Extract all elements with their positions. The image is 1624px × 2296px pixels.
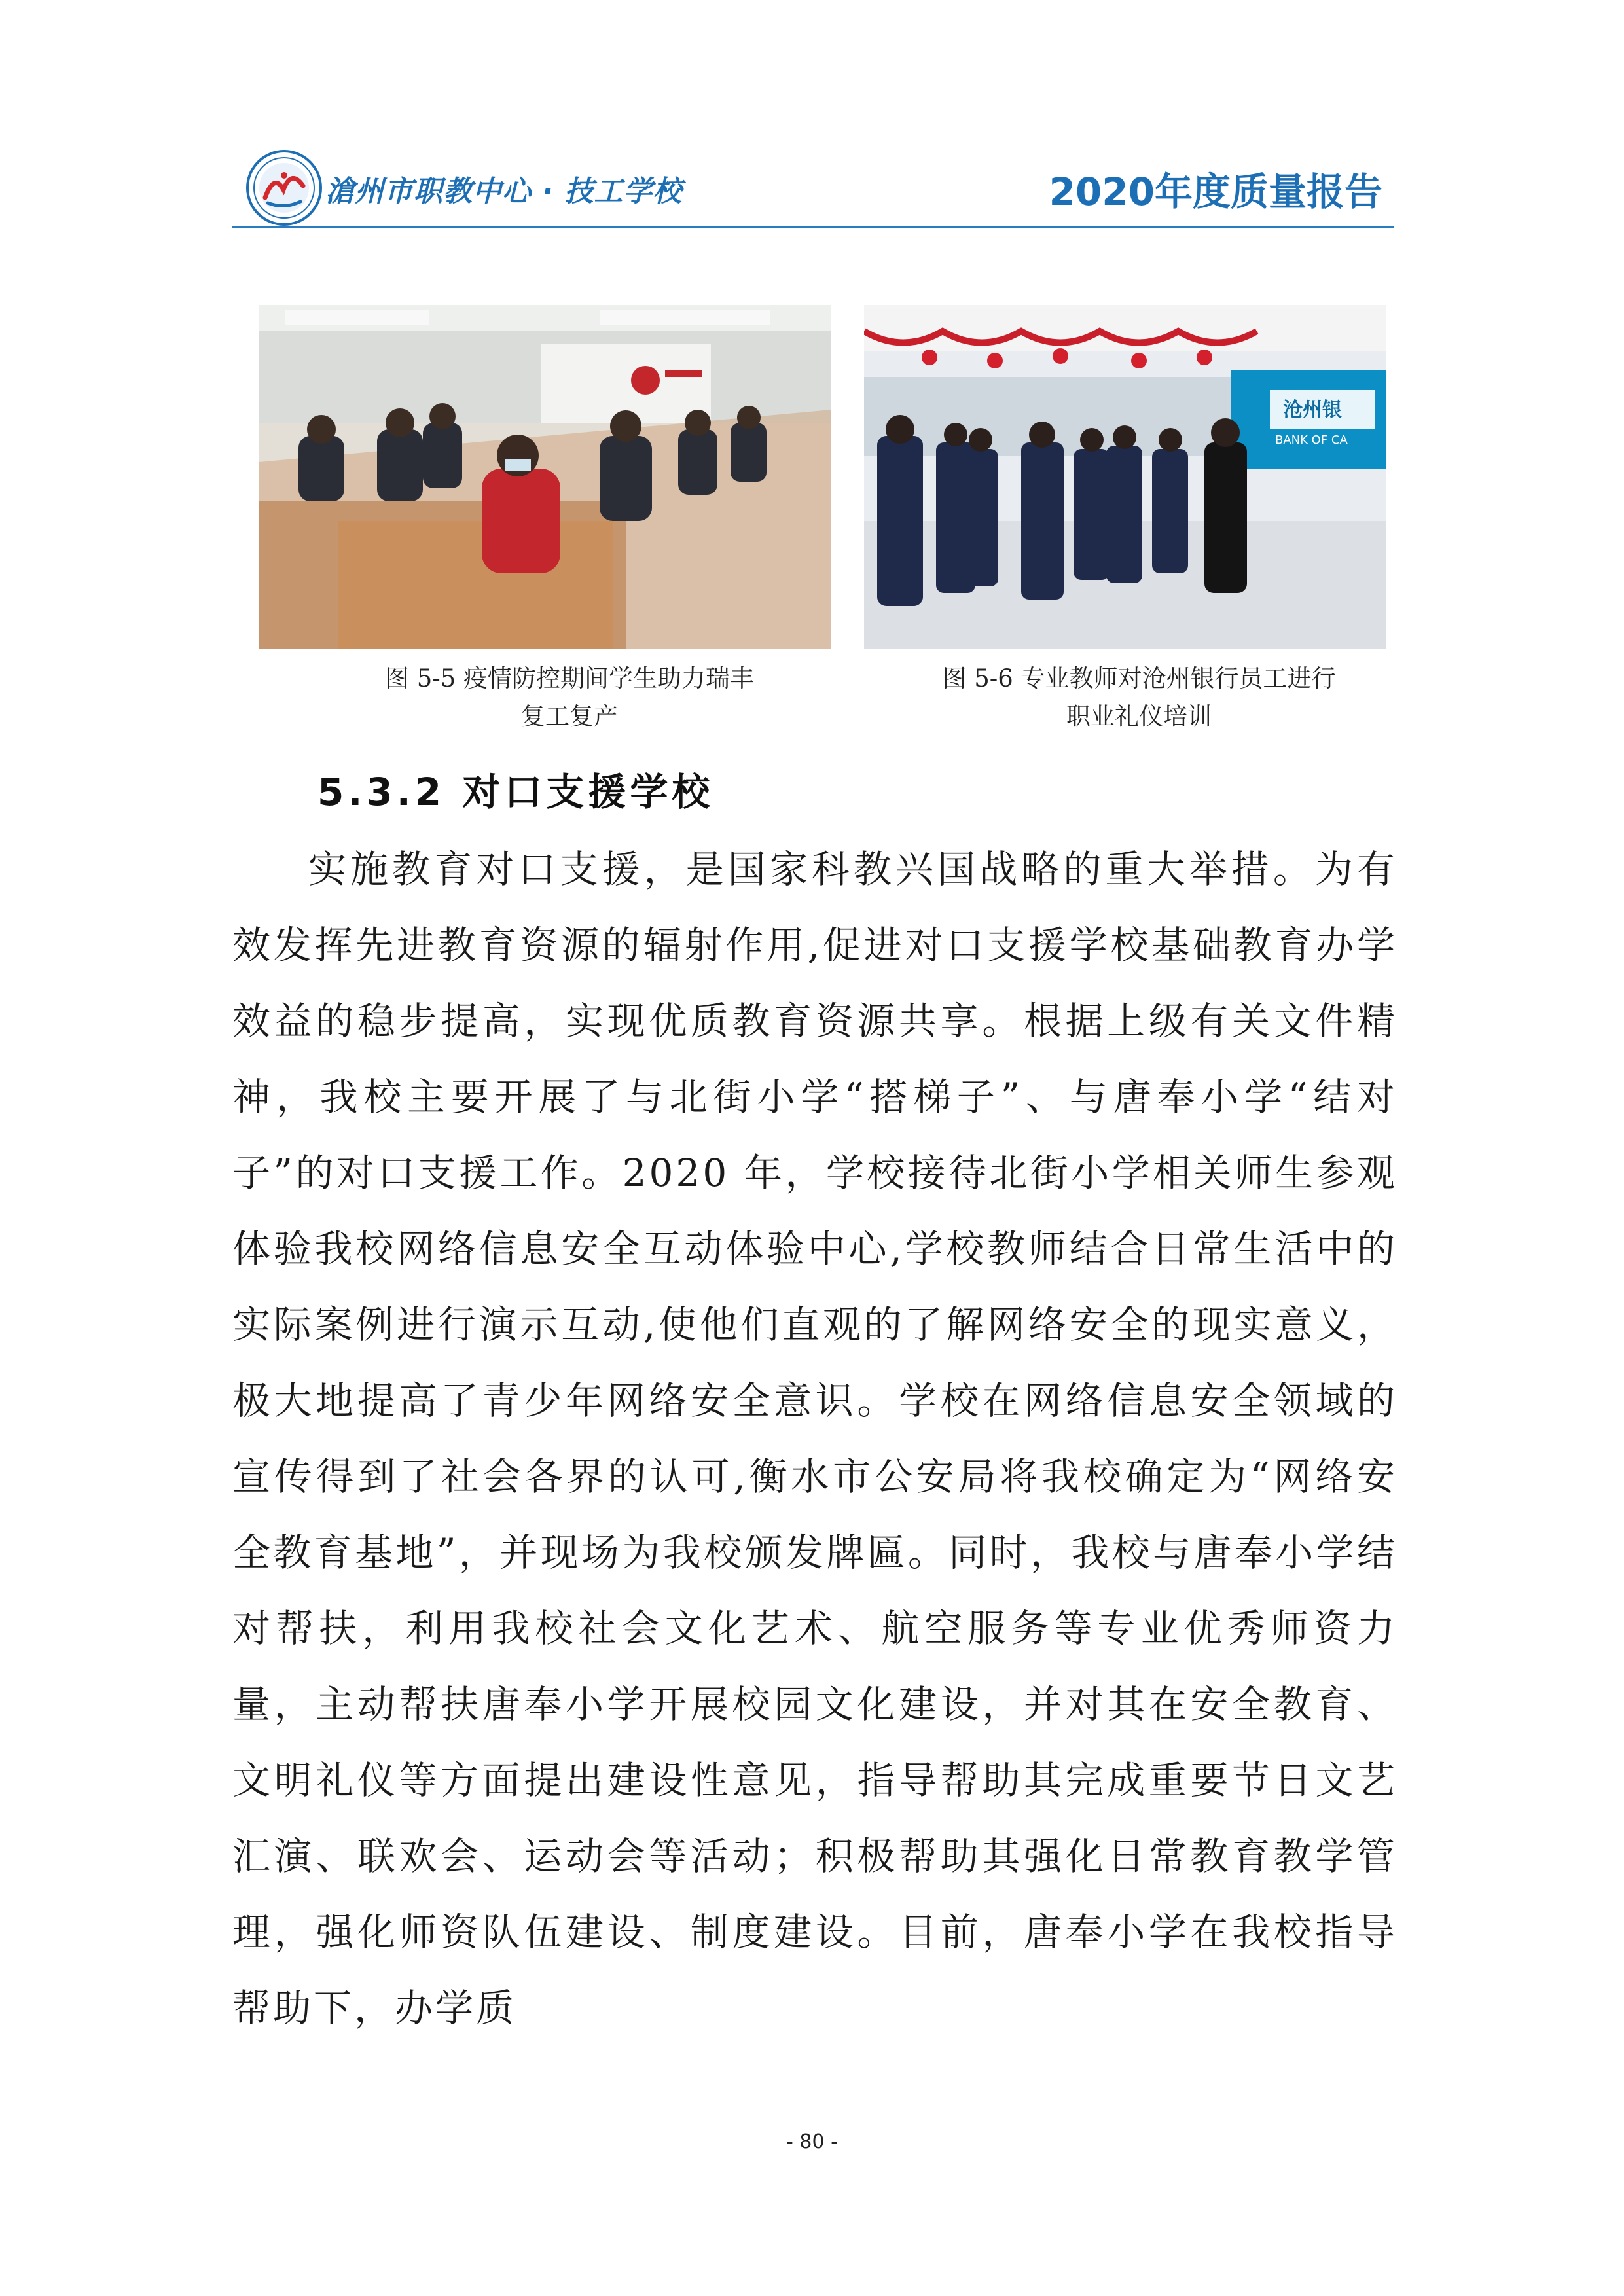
body-paragraph: 实施教育对口支援，是国家科教兴国战略的重大举措。为有效发挥先进教育资源的辐射作用,促进对口支援学校基础教育办学效益的稳步提高，实现优质教育资源共享。根据上级有关文件精神，我校主要开展了与北街小学“搭梯子”、与唐奉小学“结对子”的对口支援工作。2020 年，学校接待北街小学相关师生参观体验我校网络信息安全互动体验中心,学校教师结合日常生活中的实际案例进行演示互动,使他们直观的了解网络安全的现实意义，极大地提高了青少年网络安全意识。学校在网络信息安全领域的宣传得到了社会各界的认可,衡水市公安局将我校确定为“网络安全教育基地”，并现场为我校颁发牌匾。同时，我校与唐奉小学结对帮扶，利用我校社会文化艺术、航空服务等专业优秀师资力量，主动帮扶唐奉小学开展校园文化建设，并对其在安全教育、文明礼仪等方面提出建设性意见，指导帮助其完成重要节日文艺汇演、联欢会、运动会等活动；积极帮助其强化日常教育教学管理，强化师资队伍建设、制度建设。目前，唐奉小学在我校指导帮助下，办学质 (232, 847, 1398, 2030)
caption-line: 复工复产 (521, 702, 618, 730)
report-title: 2020年度质量报告 (1049, 170, 1382, 214)
page-number: - 80 - (786, 2130, 838, 2153)
caption-line: 职业礼仪培训 (1066, 702, 1212, 730)
caption-line: 图 5-5 疫情防控期间学生助力瑞丰 (384, 664, 755, 692)
bank-training-photo (864, 305, 1386, 649)
classroom-photo (259, 305, 831, 649)
caption-line: 图 5-6 专业教师对沧州银行员工进行 (942, 664, 1336, 692)
page-header (232, 149, 1394, 229)
section-heading: 5.3.2 对口支援学校 (317, 770, 714, 814)
figure-caption-5-5 (308, 660, 831, 736)
header-divider (232, 226, 1394, 228)
figure-caption-5-6 (884, 660, 1394, 736)
school-name: 滄州市职教中心 · 技工学校 (325, 175, 683, 208)
bank-sign-english: BANK OF CA (1275, 433, 1348, 447)
bank-sign-text: 沧州银 (1283, 399, 1342, 422)
school-logo-icon (245, 149, 323, 226)
